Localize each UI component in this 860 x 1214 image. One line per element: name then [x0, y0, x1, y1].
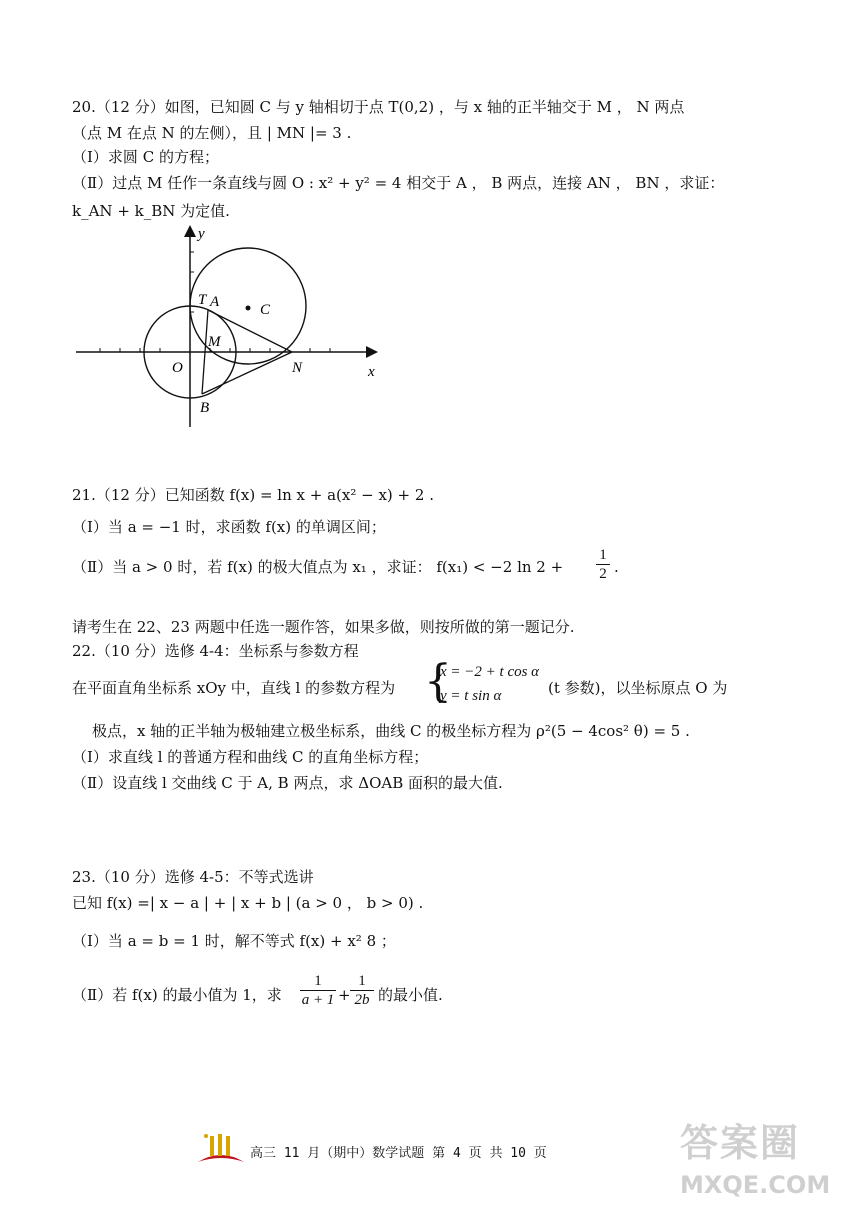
q23-part2-post: 的最小值.: [378, 986, 443, 1004]
q20-line2: （点 M 在点 N 的左侧），且 | MN |= 3 .: [72, 124, 352, 142]
q22-part2: （Ⅱ）设直线 l 交曲线 C 于 A, B 两点，求 ΔOAB 面积的最大值.: [72, 774, 503, 792]
label-y: y: [198, 226, 205, 242]
q22-eq1: x = −2 + t cos α: [440, 664, 540, 680]
q23-frac2-num: 1: [358, 973, 366, 989]
label-b: B: [200, 400, 210, 416]
q21-frac-den: 2: [599, 566, 607, 582]
q23-part1: （Ⅰ）当 a = b = 1 时，解不等式 f(x) + x² 8 ；: [72, 932, 396, 950]
q20-part1: （Ⅰ）求圆 C 的方程；: [72, 148, 219, 166]
q22-line3: 极点，x 轴的正半轴为极轴建立极坐标系，曲线 C 的极坐标方程为 ρ²(5 − 4cos² θ) = 5 .: [92, 722, 690, 740]
q21-part2: （Ⅱ）当 a > 0 时，若 f(x) 的极大值点为 x₁ ，求证： f(x₁) < −2 ln 2 +: [72, 558, 564, 576]
q23-part2-pre: （Ⅱ）若 f(x) 的最小值为 1，求: [72, 986, 282, 1004]
q23-line2: 已知 f(x) =| x − a | + | x + b | (a > 0 ， b > 0) .: [72, 894, 424, 912]
line-bn: [202, 352, 292, 394]
q23-fraction-1: [300, 972, 336, 1009]
label-a: A: [210, 294, 220, 310]
q23-frac1-den: a + 1: [301, 992, 335, 1008]
q22-line1: 22.（10 分）选修 4-4：坐标系与参数方程: [72, 642, 359, 660]
q20-line5: k_AN + k_BN 为定值.: [72, 202, 230, 220]
q20-part2: （Ⅱ）过点 M 任作一条直线与圆 O : x² + y² = 4 相交于 A ， B 两点，连接 AN ， BN ，求证：: [72, 174, 725, 192]
q22-parametric-system: { x = −2 + t cos α y = t sin α: [424, 656, 540, 707]
watermark-logo: 答案圈 MXQE.COM: [680, 1121, 831, 1199]
q21-part1: （Ⅰ）当 a = −1 时，求函数 f(x) 的单调区间；: [72, 518, 386, 536]
q23-fraction-2: [350, 972, 374, 1009]
label-c: C: [260, 302, 271, 318]
label-n: N: [292, 360, 303, 376]
q22-line2-pre: 在平面直角坐标系 xOy 中，直线 l 的参数方程为: [72, 679, 396, 697]
q22-eq2: y = t sin α: [440, 688, 502, 704]
label-o: O: [172, 360, 183, 376]
q21-frac-num: 1: [599, 547, 607, 563]
page-footer: 高三 11 月（期中）数学试题 第 4 页 共 10 页: [250, 1146, 547, 1161]
q20-line1: 20.（12 分）如图，已知圆 C 与 y 轴相切于点 T(0,2) ，与 x 轴的正半轴交于 M ， N 两点: [72, 98, 685, 116]
q20-figure: [70, 222, 410, 432]
q21-fraction: [596, 546, 610, 583]
q23-plus: +: [338, 986, 351, 1004]
q23-frac2-den: 2b: [354, 992, 370, 1008]
elective-instructions: 请考生在 22、23 两题中任选一题作答，如果多做，则按所做的第一题记分.: [72, 618, 575, 636]
q22-part1: （Ⅰ）求直线 l 的普通方程和曲线 C 的直角坐标方程；: [72, 748, 429, 766]
label-x: x: [368, 364, 375, 380]
line-an: [208, 310, 292, 352]
q22-line2-post: (t 参数)，以坐标原点 O 为: [548, 679, 728, 697]
q21-line1: 21.（12 分）已知函数 f(x) = ln x + a(x² − x) + 2 .: [72, 486, 434, 504]
q21-frac-tail: .: [614, 558, 619, 576]
label-t: T: [198, 292, 207, 308]
q23-line1: 23.（10 分）选修 4-5：不等式选讲: [72, 868, 314, 886]
label-m: M: [208, 334, 221, 350]
q23-frac1-num: 1: [314, 973, 322, 989]
school-logo-icon: [196, 1128, 246, 1168]
center-c-dot: [246, 306, 251, 311]
